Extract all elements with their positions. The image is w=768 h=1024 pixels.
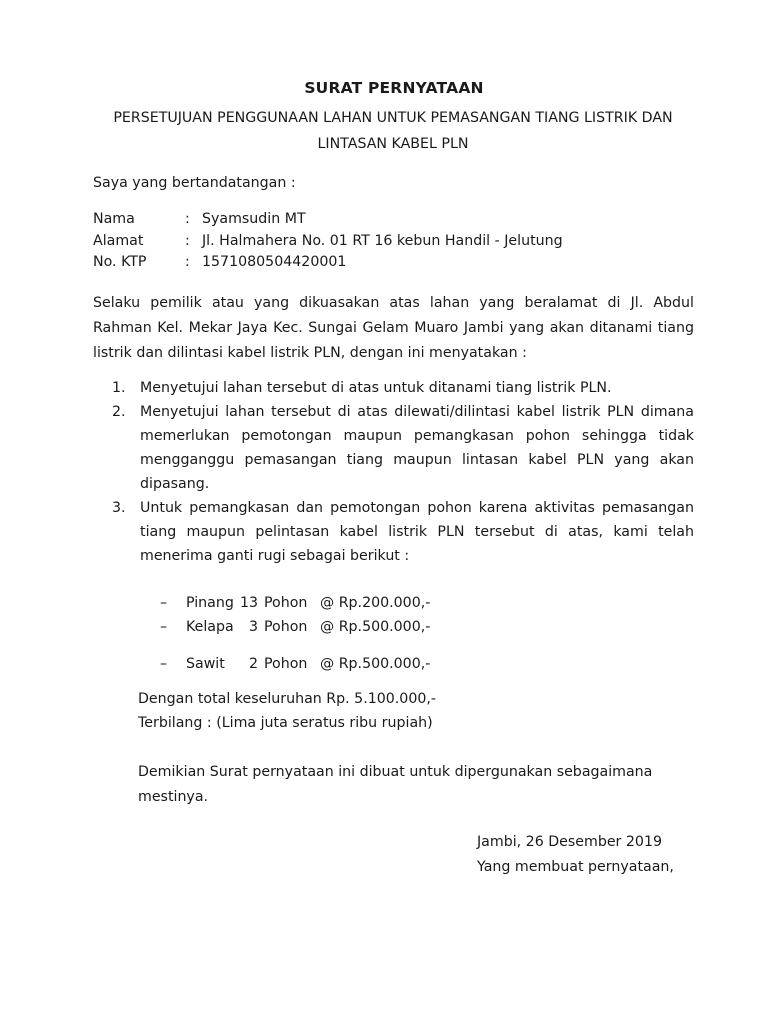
place-date: Jambi, 26 Desember 2019 xyxy=(477,834,663,850)
compensation-row xyxy=(160,591,430,615)
document-title: SURAT PERNYATAAN xyxy=(304,79,484,97)
document-subtitle: PERSETUJUAN PENGGUNAAN LAHAN UNTUK PEMASANGAN TIANG LISTRIK DAN LINTASAN KABEL PLN xyxy=(113,110,673,152)
dash-bullet: – xyxy=(160,619,168,635)
statement-points xyxy=(112,376,694,568)
identity-label: Nama xyxy=(93,211,135,227)
total-block xyxy=(138,687,436,735)
signer-label: Yang membuat pernyataan, xyxy=(477,859,674,875)
closing-statement: Demikian Surat pernyataan ini dibuat untuk dipergunakan sebagaimana mestinya. xyxy=(138,764,653,805)
crop-unit: Pohon xyxy=(264,656,308,672)
list-number: 1. xyxy=(112,380,126,396)
intro-text: Saya yang bertandatangan : xyxy=(93,175,296,191)
list-item xyxy=(112,400,694,496)
list-item xyxy=(112,376,694,400)
statement-paragraph: Selaku pemilik atau yang dikuasakan atas lahan yang beralamat di Jl. Abdul Rahman Kel. Mekar Jaya Kec. Sungai Gelam Muaro Jambi yang akan ditanami tiang listrik dan dilintasi kabel listrik PLN, dengan ini menyatakan : xyxy=(93,295,694,361)
identity-label: Alamat xyxy=(93,232,144,249)
crop-price: @ Rp.200.000,- xyxy=(320,595,431,611)
crop-name: Kelapa xyxy=(186,619,234,635)
crop-unit: Pohon xyxy=(264,595,308,611)
identity-table xyxy=(93,209,563,274)
crop-name: Sawit xyxy=(186,656,225,672)
crop-name: Pinang xyxy=(186,595,234,611)
compensation-row xyxy=(160,615,430,639)
crop-price: @ Rp.500.000,- xyxy=(320,619,431,635)
list-item xyxy=(112,496,694,568)
identity-colon: : xyxy=(185,254,190,270)
crop-count: 3 xyxy=(248,619,258,635)
crop-count: 2 xyxy=(248,656,258,672)
signature-block xyxy=(477,830,674,880)
list-text: Menyetujui lahan tersebut di atas untuk ditanami tiang listrik PLN. xyxy=(140,380,612,396)
identity-row-ktp xyxy=(93,252,563,274)
dash-bullet: – xyxy=(160,656,168,672)
list-number: 3. xyxy=(112,500,126,516)
identity-value: Jl. Halmahera No. 01 RT 16 kebun Handil - Jelutung xyxy=(202,232,563,249)
compensation-list xyxy=(160,591,430,676)
identity-row-address xyxy=(93,231,563,253)
list-text: Untuk pemangkasan dan pemotongan pohon karena aktivitas pemasangan tiang maupun pelintasan kabel listrik PLN tersebut di atas, kami telah menerima ganti rugi sebagai berikut : xyxy=(140,500,694,564)
dash-bullet: – xyxy=(160,595,168,611)
list-text: Menyetujui lahan tersebut di atas dilewati/dilintasi kabel listrik PLN dimana memerlukan pemotongan maupun pemangkasan pohon sehingga tidak mengganggu pemasangan tiang maupun lintasan kabel PLN yang akan dipasang. xyxy=(140,404,694,492)
compensation-row xyxy=(160,652,430,676)
identity-label: No. KTP xyxy=(93,254,147,270)
amount-in-words: Terbilang : (Lima juta seratus ribu rupiah) xyxy=(138,715,433,731)
identity-row-name xyxy=(93,209,563,231)
identity-colon: : xyxy=(185,232,190,249)
list-number: 2. xyxy=(112,404,126,420)
total-amount: Dengan total keseluruhan Rp. 5.100.000,- xyxy=(138,691,437,707)
identity-colon: : xyxy=(185,211,190,227)
identity-value: Syamsudin MT xyxy=(202,211,306,227)
crop-count: 13 xyxy=(239,595,258,611)
identity-value: 1571080504420001 xyxy=(202,254,347,270)
crop-price: @ Rp.500.000,- xyxy=(320,656,431,672)
crop-unit: Pohon xyxy=(264,619,308,635)
